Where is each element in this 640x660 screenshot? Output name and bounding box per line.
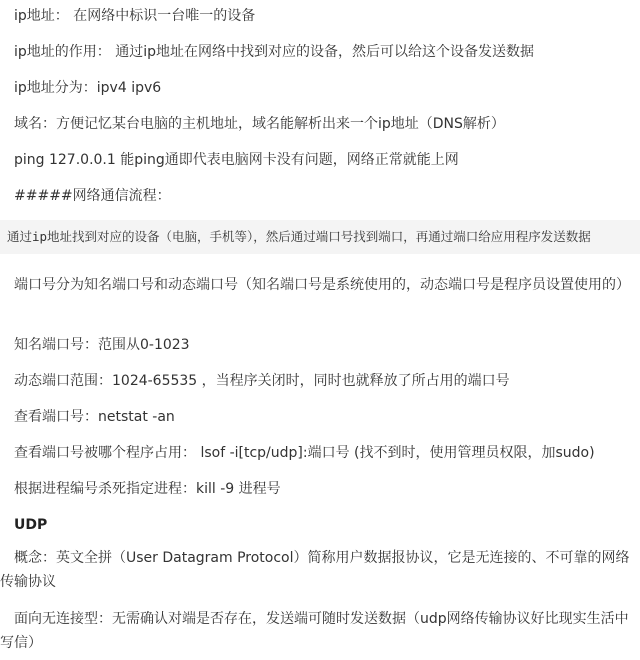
ip-address-line: ip地址： 在网络中标识一台唯一的设备 (14, 8, 256, 24)
port-types-paragraph: 端口号分为知名端口号和动态端口号（知名端口号是系统使用的，动态端口号是程序员设置使用的） (14, 277, 630, 293)
udp-concept-paragraph: 概念：英文全拼（User Datagram Protocol）简称用户数据报协议，它是无连接的、不可靠的网络传输协议 (0, 550, 630, 590)
lsof-line: 查看端口号被哪个程序占用： lsof -i[tcp/udp]:端口号 (找不到时，使用管理员权限，加sudo) (14, 445, 595, 461)
domain-line: 域名：方便记忆某台电脑的主机地址，域名能解析出来一个ip地址（DNS解析） (14, 116, 505, 132)
ping-line: ping 127.0.0.1 能ping通即代表电脑网卡没有问题，网络正常就能上网 (14, 152, 459, 168)
netstat-line: 查看端口号：netstat -an (14, 409, 175, 425)
udp-heading: UDP (14, 517, 48, 533)
ip-purpose-line: ip地址的作用： 通过ip地址在网络中找到对应的设备，然后可以给这个设备发送数据 (14, 44, 535, 60)
udp-connectionless-paragraph: 面向无连接型：无需确认对端是否存在，发送端可随时发送数据（udp网络传输协议好比现实生活中写信） (0, 611, 629, 651)
well-known-port-line: 知名端口号：范围从0-1023 (14, 337, 190, 353)
dynamic-port-line: 动态端口范围：1024-65535 ，当程序关闭时，同时也就释放了所占用的端口号 (14, 373, 510, 389)
ip-types-line: ip地址分为：ipv4 ipv6 (14, 80, 162, 96)
flow-heading: #####网络通信流程： (14, 188, 171, 204)
code-block: 通过ip地址找到对应的设备（电脑，手机等），然后通过端口号找到端口，再通过端口给应用程序发送数据 (0, 220, 640, 254)
kill-line: 根据进程编号杀死指定进程：kill -9 进程号 (14, 481, 281, 497)
